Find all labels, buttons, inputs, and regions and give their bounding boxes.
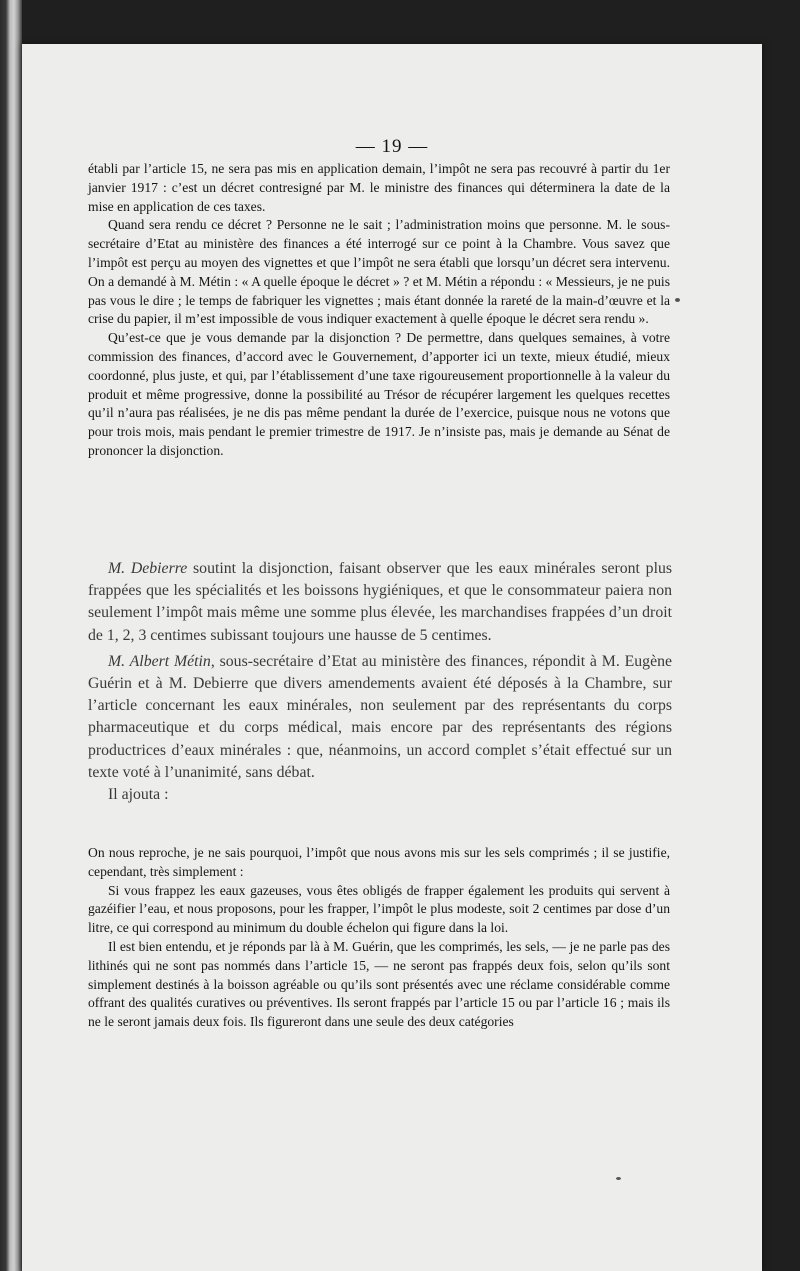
- book-binding-edge: [0, 0, 22, 1271]
- speaker-name: M. Albert Métin: [108, 652, 211, 670]
- document-page: [22, 44, 762, 1271]
- summary-block: [88, 558, 672, 806]
- page-number: — 19 —: [355, 136, 429, 157]
- paragraph: Il ajouta :: [108, 786, 169, 804]
- paragraph: Qu’est-ce que je vous demande par la disjonction ? De permettre, dans quelques semaines, à votre commission des finances, d’accord avec le Gouvernement, d’apporter ici un texte, mieux étudié, mieux coordonné, plus juste, et qui, par l’établissement d’une taxe rigoureusement proportionnelle à la valeur du produit et même progressive, donne la possibilité au Trésor de récupérer largement les quelques recettes qu’il n’aura pas réalisées, je ne dis pas même pendant la durée de l’exercice, puisque nous ne votons que pour trois mois, mais pendant le premier trimestre de 1917. Je n’insiste pas, mais je demande au Sénat de prononcer la disjonction.: [88, 330, 670, 458]
- paragraph: [88, 558, 672, 647]
- paragraph: Quand sera rendu ce décret ? Personne ne le sait ; l’administration moins que personne. M. le sous-secrétaire d’Etat au ministère des finances a été interrogé sur ce point à la Chambre. Vous savez que l’impôt est perçu au moyen des vignettes et que l’impôt ne sera établi que lorsqu’un décret sera intervenu. On a demandé à M. Métin : « A quelle époque le décret » ? et M. Métin a répondu : « Messieurs, je ne puis pas vous le dire ; le temps de fabriquer les vignettes ; mais étant donnée la rareté de la main-d’œuvre et la crise du papier, il m’est impossible de vous indiquer exactement à quelle époque le décret sera rendu ».: [88, 217, 670, 327]
- paragraph: Si vous frappez les eaux gazeuses, vous êtes obligés de frapper également les produits qui servent à gazéifier l’eau, et nous proposons, pour les frapper, l’impôt le plus modeste, soit 2 centimes par dose d’un litre, ce qui correspond au minimum du double échelon qui figure dans la loi.: [88, 882, 670, 936]
- paragraph: [88, 651, 672, 784]
- ink-speck: [616, 1177, 621, 1180]
- speaker-name: M. Debierre: [108, 560, 188, 577]
- ink-speck: [675, 298, 680, 302]
- paragraph-text: , sous-secrétaire d’Etat au ministère des finances, répondit à M. Eugène Guérin et à M. Debierre que divers amendements avaient été déposés à la Chambre, sur l’article concernant les eaux minérales, non seulement par des représentants du corps pharmaceutique et du corps médical, mais encore par des représentants des régions productrices d’eaux minérales : que, néanmoins, un accord complet s’était effectué sur un texte voté à l’unanimité, sans débat.: [88, 652, 672, 781]
- paragraph: établi par l’article 15, ne sera pas mis en application demain, l’impôt ne sera pas recouvré à partir du 1er janvier 1917 : c’est un décret contresigné par M. le ministre des finances qui déterminera la date de la mise en application de ces taxes.: [88, 161, 670, 214]
- quoted-speech-block-1: [88, 160, 670, 461]
- paragraph-text: soutint la disjonction, faisant observer que les eaux minérales seront plus frappées que les spécialités et les boissons hygiéniques, et que le consommateur paiera non seulement l’impôt mais même une somme plus élevée, les marchandises frappées d’un droit de 1, 2, 3 centimes subissant toujours une hausse de 5 centimes.: [88, 560, 672, 644]
- paragraph: Il est bien entendu, et je réponds par là à M. Guérin, que les comprimés, les sels, — je ne parle pas des lithinés qui ne sont pas nommés dans l’article 15, — ne seront pas frappés deux fois, selon qu’ils sont simplement destinés à la boisson agréable ou qu’ils sont présentés avec une réclame considérable comme offrant des qualités curatives ou préventives. Ils seront frappés par l’article 15 ou par l’article 16 ; mais ils ne le seront jamais deux fois. Ils figureront dans une seule des deux catégories: [88, 938, 670, 1030]
- paragraph: On nous reproche, je ne sais pourquoi, l’impôt que nous avons mis sur les sels comprimés ; il se justifie, cependant, très simplement :: [88, 845, 670, 879]
- quoted-speech-block-2: [88, 844, 670, 1032]
